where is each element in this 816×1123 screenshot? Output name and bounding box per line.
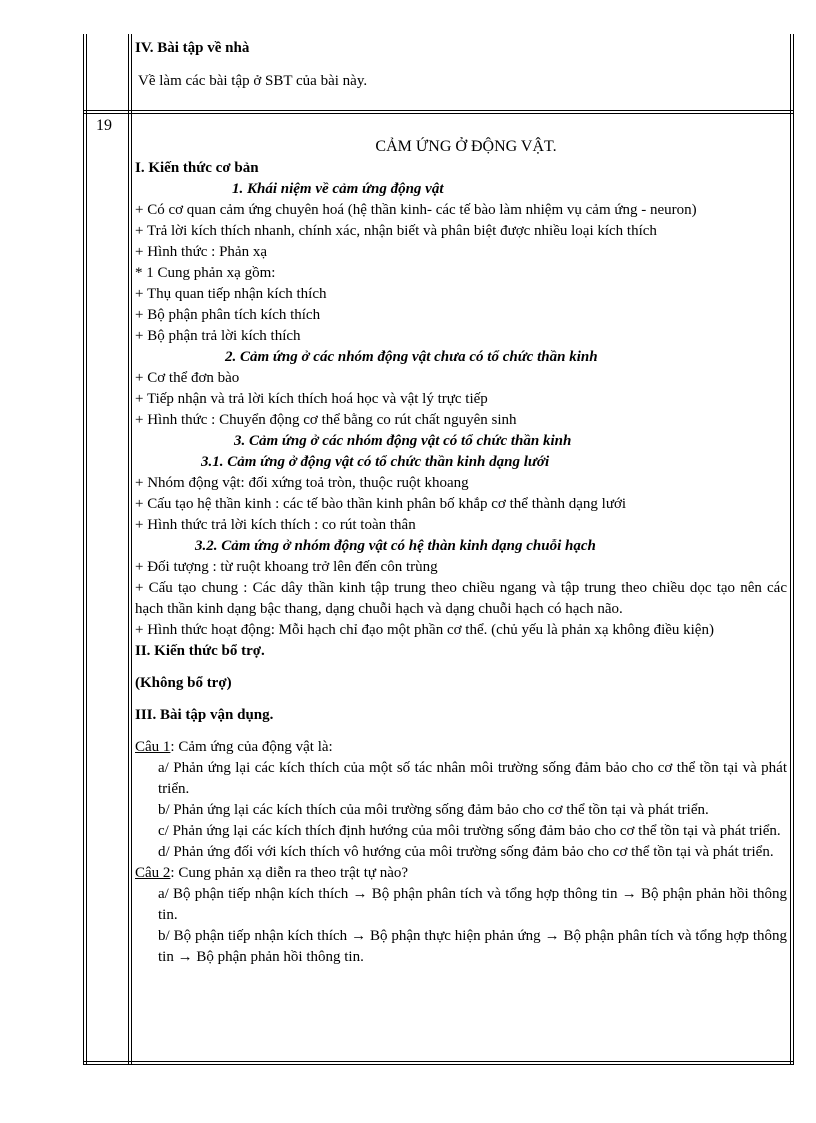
table-border-left-inner <box>86 34 87 1065</box>
section-supplementary: II. Kiến thức bổ trợ. <box>135 643 265 659</box>
text-line: + Thụ quan tiếp nhận kích thích <box>135 286 327 302</box>
lesson-content <box>135 158 787 968</box>
text-line: + Bộ phận phân tích kích thích <box>135 307 321 323</box>
column-divider <box>128 34 129 1065</box>
question-1 <box>135 737 787 863</box>
text-line: + Trả lời kích thích nhanh, chính xác, nhận biết và phân biệt được nhiều loại kích thích <box>135 223 657 239</box>
text-line: + Hình thức : Phản xạ <box>135 244 267 260</box>
homework-heading: IV. Bài tập về nhà <box>135 40 250 56</box>
table-border-bottom <box>83 1061 794 1062</box>
section-basic-knowledge: I. Kiến thức cơ bản <box>135 160 259 176</box>
question-1-text: : Cảm ứng của động vật là: <box>170 739 333 755</box>
question-1-prompt <box>135 737 787 758</box>
row1-content <box>135 38 787 92</box>
text-line: * 1 Cung phản xạ gồm: <box>135 265 276 281</box>
row-divider <box>83 110 794 111</box>
supplementary-text: (Không bổ trợ) <box>135 675 232 691</box>
answer-option-a: a/ Phản ứng lại các kích thích của một số tác nhân môi trường sống đảm bảo cho cơ thể tồn tại và phát triển. <box>158 760 787 797</box>
section-exercises: III. Bài tập vận dụng. <box>135 707 274 723</box>
question-1-label: Câu 1 <box>135 739 171 755</box>
lesson-title: CẢM ỨNG Ở ĐỘNG VẬT. <box>375 138 557 155</box>
subsection-3-1-lines <box>135 473 787 536</box>
subsection-2-lines <box>135 368 787 431</box>
subsection-2: 2. Cảm ứng ở các nhóm động vật chưa có tổ chức thần kinh <box>225 349 598 365</box>
lesson-number: 19 <box>96 117 112 134</box>
question-2-prompt <box>135 863 787 884</box>
answer-option-d: d/ Phản ứng đối với kích thích vô hướng của môi trường sống đảm bảo cho cơ thể tồn tại và phát triển. <box>158 844 774 860</box>
table-border-bottom-inner <box>83 1064 794 1065</box>
column-divider-inner <box>131 34 132 1065</box>
subsection-3-2: 3.2. Cảm ứng ở nhóm động vật có hệ thàn kinh dạng chuỗi hạch <box>195 538 596 554</box>
answer-option-c: c/ Phản ứng lại các kích thích định hướng của môi trường sống đảm bảo cho cơ thể tồn tại và phát triển. <box>158 823 781 839</box>
text-line: + Tiếp nhận và trả lời kích thích hoá học và vật lý trực tiếp <box>135 391 488 407</box>
text-line: + Cơ thể đơn bào <box>135 370 240 386</box>
answer-option-a: a/ Bộ phận tiếp nhận kích thích → Bộ phận phân tích và tổng hợp thông tin → Bộ phận phản hồi thông tin. <box>158 886 787 923</box>
text-line: + Cấu tạo hệ thần kinh : các tế bào thần kinh phân bố khắp cơ thể thành dạng lưới <box>135 496 627 512</box>
question-2-text: : Cung phản xạ diễn ra theo trật tự nào? <box>170 865 409 881</box>
text-line: + Bộ phận trả lời kích thích <box>135 328 301 344</box>
text-line: + Hình thức trả lời kích thích : co rút toàn thân <box>135 517 416 533</box>
answer-option-b: b/ Bộ phận tiếp nhận kích thích → Bộ phận thực hiện phản ứng → Bộ phận phân tích và tổng hợp thông tin → Bộ phận phản hồi thông tin. <box>158 928 787 965</box>
text-line: + Có cơ quan cảm ứng chuyên hoá (hệ thần kinh- các tế bào làm nhiệm vụ cảm ứng - neuron) <box>135 202 697 218</box>
answer-option-b: b/ Phản ứng lại các kích thích của môi trường sống đảm bảo cho cơ thể tồn tại và phát triển. <box>158 802 709 818</box>
text-line: + Nhóm động vật: đối xứng toả tròn, thuộc ruột khoang <box>135 475 469 491</box>
subsection-1-lines <box>135 200 787 347</box>
text-paragraph: + Cấu tạo chung : Các dây thần kinh tập trung theo chiều ngang và tập trung theo chiều dọc tạo nên các hạch thần kinh dạng bậc thang, dạng chuỗi hạch và dạng chuỗi hạch có hạch não. <box>135 580 787 617</box>
question-2 <box>135 863 787 968</box>
subsection-3: 3. Cảm ứng ở các nhóm động vật có tổ chức thần kinh <box>234 433 572 449</box>
subsection-3-1: 3.1. Cảm ứng ở động vật có tổ chức thần kinh dạng lưới <box>201 454 550 470</box>
question-2-label: Câu 2 <box>135 865 171 881</box>
text-line: + Đối tượng : từ ruột khoang trở lên đến côn trùng <box>135 559 438 575</box>
text-line: + Hình thức : Chuyển động cơ thể bằng co rút chất nguyên sinh <box>135 412 517 428</box>
lesson-title-block <box>135 136 787 157</box>
homework-text: Về làm các bài tập ở SBT của bài này. <box>138 73 368 89</box>
text-paragraph: + Hình thức hoạt động: Mỗi hạch chỉ đạo một phần cơ thể. (chủ yếu là phản xạ không điều kiện) <box>135 622 714 638</box>
table-border-right <box>790 34 791 1065</box>
table-border-left <box>83 34 84 1065</box>
table-border-right-inner <box>793 34 794 1065</box>
subsection-1: 1. Khái niệm về cảm ứng động vật <box>232 181 444 197</box>
row-divider-inner <box>83 113 794 114</box>
